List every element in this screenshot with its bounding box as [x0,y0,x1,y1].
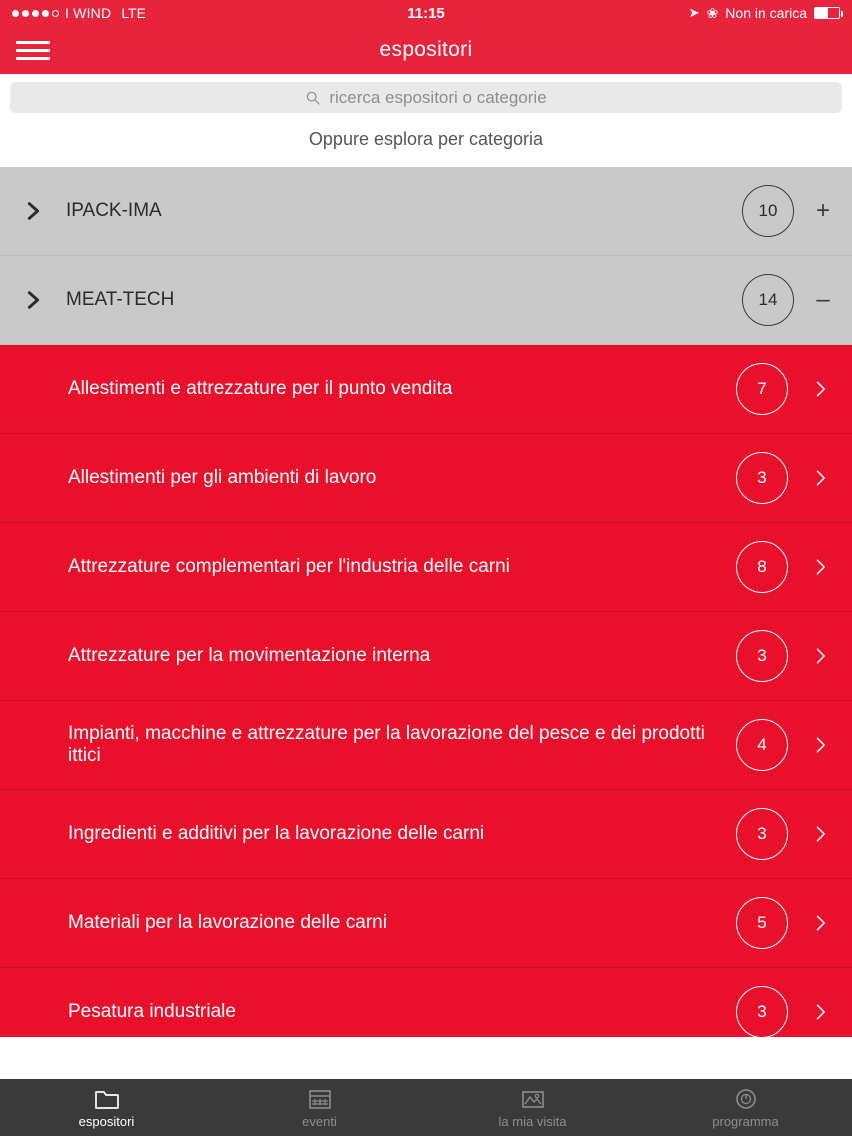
status-bar-right [689,5,840,22]
calendar-icon [307,1087,333,1111]
carrier-label: I WIND [65,5,112,21]
subcategory-count: 8 [736,541,788,593]
tab-eventi[interactable] [213,1079,426,1136]
chevron-right-icon [810,557,830,577]
collapse-toggle-icon[interactable]: – [816,286,830,313]
chevron-right-icon [810,824,830,844]
clock-icon [733,1087,759,1111]
location-arrow-icon: ➤ [688,5,700,20]
search-input[interactable] [10,82,842,113]
subcategory-count: 3 [736,808,788,860]
page-title: espositori [379,38,473,61]
chevron-right-icon [810,468,830,488]
subcategory-label: Impianti, macchine e attrezzature per la lavorazione del pesce e dei prodotti ittici [68,723,705,766]
subcategory-label: Pesatura industriale [68,1001,236,1022]
subcategory-label: Attrezzature complementari per l'industria delle carni [68,556,510,577]
chevron-right-icon [810,379,830,399]
navigation-bar [0,26,852,74]
subcategory-count: 3 [736,630,788,682]
tab-espositori[interactable] [0,1079,213,1136]
subcategory-label: Attrezzature per la movimentazione interna [68,645,431,666]
subcategory-label: Allestimenti per gli ambienti di lavoro [68,467,377,488]
battery-status-label: Non in carica [725,5,807,21]
subcategory-count: 7 [736,363,788,415]
category-group-count: 14 [742,274,794,326]
chevron-right-icon [810,735,830,755]
search-section [0,74,852,113]
tab-la-mia-visita[interactable] [426,1079,639,1136]
subcategory-count: 3 [736,986,788,1037]
category-list[interactable] [0,167,852,1037]
tab-programma[interactable] [639,1079,852,1136]
subcategory-row[interactable] [0,790,852,879]
bluetooth-icon: ❀ [706,4,719,21]
subcategory-count: 5 [736,897,788,949]
subcategory-row[interactable] [0,701,852,790]
expand-toggle-icon[interactable]: + [816,197,831,224]
network-type-label: LTE [121,5,146,21]
explore-label: Oppure esplora per categoria [0,113,852,167]
tab-bar [0,1079,852,1136]
subcategory-row[interactable] [0,612,852,701]
category-group-label: MEAT-TECH [66,289,175,310]
chevron-right-icon [810,646,830,666]
search-placeholder: ricerca espositori o categorie [329,87,547,107]
tab-label: programma [712,1113,779,1129]
category-group-count: 10 [742,185,794,237]
chevron-right-icon [810,913,830,933]
chevron-right-icon [22,200,44,222]
tab-label: eventi [302,1113,337,1129]
subcategory-row[interactable] [0,879,852,968]
folder-icon [94,1087,120,1111]
photo-icon [520,1087,546,1111]
search-icon [305,90,321,106]
tab-label: espositori [78,1113,135,1129]
subcategory-count: 4 [736,719,788,771]
category-group-row[interactable] [0,167,852,256]
subcategory-row[interactable] [0,523,852,612]
subcategory-label: Materiali per la lavorazione delle carni [68,912,387,933]
tab-label: la mia visita [498,1113,567,1129]
subcategory-row[interactable] [0,968,852,1037]
subcategory-count: 3 [736,452,788,504]
subcategory-label: Allestimenti e attrezzature per il punto vendita [68,378,453,399]
clock-label: 11:15 [407,4,445,22]
chevron-right-icon [22,289,44,311]
category-group-label: IPACK-IMA [66,200,162,221]
status-bar [0,0,852,26]
subcategory-row[interactable] [0,434,852,523]
category-group-row[interactable] [0,256,852,345]
subcategory-row[interactable] [0,345,852,434]
subcategory-label: Ingredienti e additivi per la lavorazione delle carni [68,823,485,844]
chevron-right-icon [810,1002,830,1022]
battery-icon [814,7,840,19]
